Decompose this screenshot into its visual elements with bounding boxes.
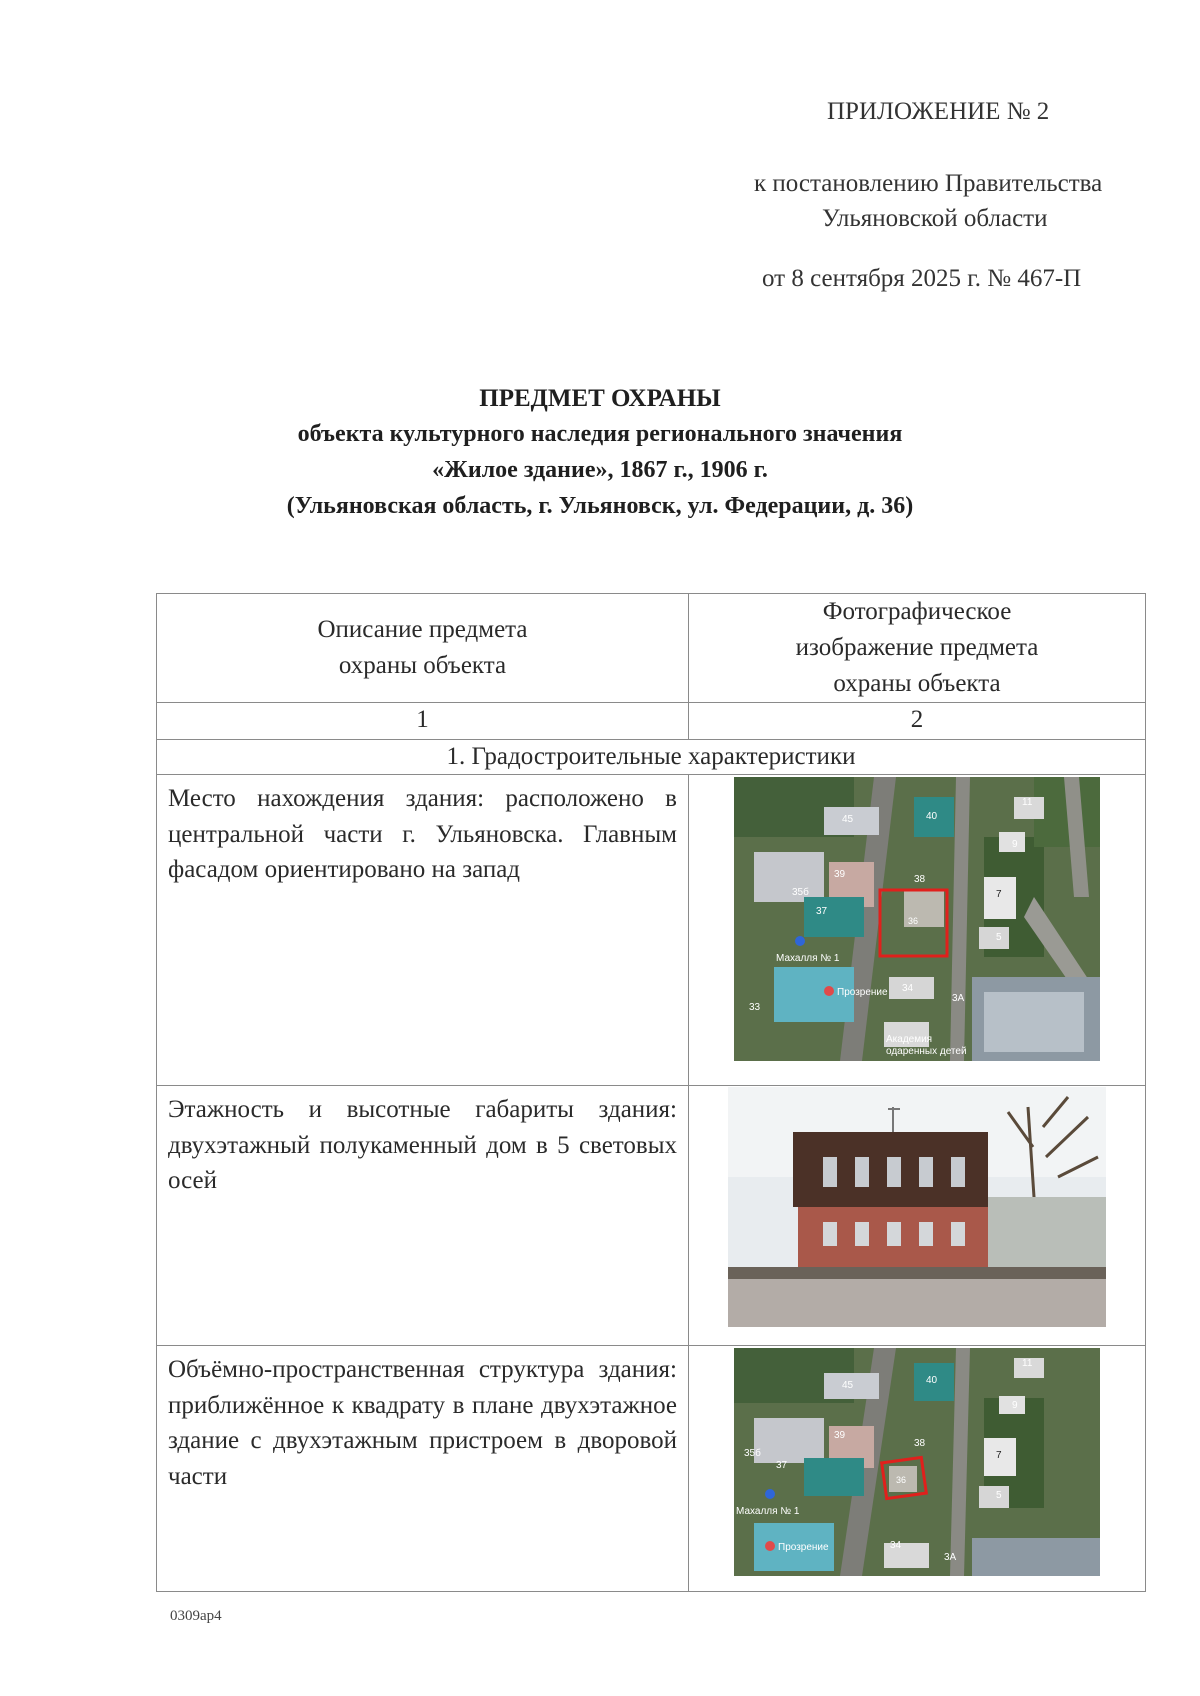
table-row	[157, 1346, 1146, 1592]
map-label: 37	[776, 1460, 788, 1471]
map-label: 11	[1022, 797, 1033, 808]
map-label: 37	[816, 906, 828, 917]
title-line-3: «Жилое здание», 1867 г., 1906 г.	[432, 457, 768, 483]
col1-header-line2: охраны объекта	[338, 652, 507, 679]
structure-map-image	[734, 1348, 1100, 1576]
map-label: Прозрение	[778, 1542, 829, 1553]
col2-header-line3: охраны объекта	[833, 670, 1001, 697]
location-map-image	[734, 777, 1100, 1061]
map-label: 3А	[944, 1552, 957, 1563]
map-label: 34	[890, 1540, 902, 1551]
map-label: 45	[842, 1380, 854, 1391]
decree-reference-line2: Ульяновской области	[822, 205, 1048, 232]
map-label: Прозрение	[837, 987, 888, 998]
decree-date: от 8 сентября 2025 г. № 467-П	[762, 265, 1082, 292]
appendix-number: ПРИЛОЖЕНИЕ № 2	[827, 98, 1050, 125]
map-label: одаренных детей	[886, 1046, 967, 1057]
col2-number: 2	[689, 703, 1146, 740]
row-description: Этажность и высотные габариты здания: двухэтажный полукаменный дом в 5 световых осей	[157, 1086, 689, 1346]
map-label: 11	[1022, 1358, 1033, 1369]
map-label: 39	[834, 869, 846, 880]
col1-number: 1	[157, 703, 689, 740]
map-label: 38	[914, 874, 926, 885]
map-label: 3А	[952, 993, 965, 1004]
map-label: 40	[926, 811, 938, 822]
table-header-row	[157, 594, 1146, 703]
table-row	[157, 1086, 1146, 1346]
map-label: 39	[834, 1430, 846, 1441]
map-label: Махалля № 1	[736, 1506, 800, 1517]
title-line-2: объекта культурного наследия регионального значения	[297, 421, 903, 447]
map-label: 33	[749, 1002, 761, 1013]
row-photo-cell	[689, 775, 1146, 1086]
map-label: Махалля № 1	[776, 953, 840, 964]
map-label: 45	[842, 814, 854, 825]
col1-header-line1: Описание предмета	[317, 616, 528, 643]
col2-header-line1: Фотографическое	[822, 598, 1012, 625]
section-title: 1. Градостроительные характеристики	[157, 740, 1146, 775]
map-label: 9	[1012, 839, 1018, 850]
map-pin-icon	[765, 1489, 775, 1499]
map-label: 40	[926, 1375, 938, 1386]
map-label: 35б	[744, 1448, 761, 1459]
row-description: Место нахождения здания: расположено в центральной части г. Ульяновска. Главным фасадом ориентировано на запад	[157, 775, 689, 1086]
decree-reference-line1: к постановлению Правительства	[754, 170, 1103, 197]
map-label: Академия	[886, 1034, 933, 1045]
row-description: Объёмно-пространственная структура здания: приближённое к квадрату в плане двухэтажное здание с двухэтажным пристроем в дворовой части	[157, 1346, 689, 1592]
table-number-row	[157, 703, 1146, 740]
map-label: 7	[996, 1450, 1002, 1461]
map-label: 5	[996, 1490, 1002, 1501]
map-label: 38	[914, 1438, 926, 1449]
protection-subject-table	[156, 593, 1146, 1592]
table-row	[157, 775, 1146, 1086]
facade-photo-image	[728, 1087, 1106, 1327]
map-pin-icon	[824, 986, 834, 996]
col2-header-line2: изображение предмета	[795, 634, 1039, 661]
map-pin-icon	[795, 936, 805, 946]
row-photo-cell	[689, 1086, 1146, 1346]
map-label: 35б	[792, 887, 809, 898]
col1-header	[157, 594, 689, 703]
section-row	[157, 740, 1146, 775]
map-label: 5	[996, 932, 1002, 943]
map-label: 7	[996, 889, 1002, 900]
map-label: 34	[902, 983, 914, 994]
col2-header	[689, 594, 1146, 703]
row-photo-cell	[689, 1346, 1146, 1592]
title-line-4: (Ульяновская область, г. Ульяновск, ул. Федерации, д. 36)	[286, 493, 914, 519]
document-code: 0309ар4	[170, 1608, 222, 1624]
map-label: 9	[1012, 1400, 1018, 1411]
map-label: 36	[896, 1475, 907, 1485]
document-title: ПРЕДМЕТ ОХРАНЫ	[479, 385, 721, 412]
map-pin-icon	[765, 1541, 775, 1551]
map-label: 36	[908, 916, 919, 926]
